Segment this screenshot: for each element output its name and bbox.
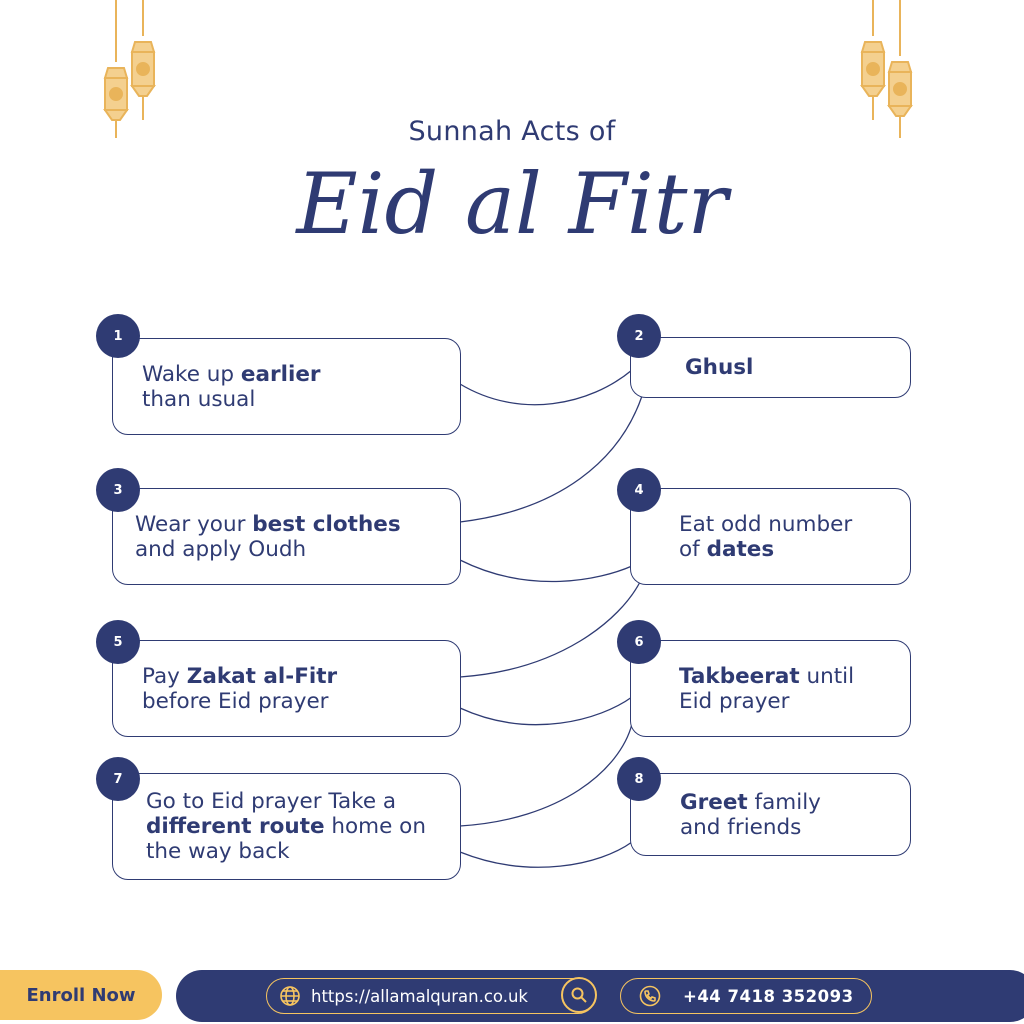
step-number-badge: 2 xyxy=(617,314,661,358)
website-link[interactable] xyxy=(266,978,596,1014)
phone-icon xyxy=(639,985,661,1007)
step-text-bold: Greet xyxy=(680,789,748,815)
globe-icon xyxy=(279,985,301,1007)
phone-link[interactable] xyxy=(620,978,872,1014)
step-card-6 xyxy=(630,640,911,737)
connector-line xyxy=(460,396,642,522)
website-url: https://allamalquran.co.uk xyxy=(311,986,528,1006)
connector-line xyxy=(460,582,640,677)
step-text-regular: than usual xyxy=(142,386,256,412)
step-text-bold: different route xyxy=(146,814,325,839)
step-text-bold: dates xyxy=(706,536,775,562)
step-text-regular: of xyxy=(679,536,707,562)
step-text-3 xyxy=(135,512,460,562)
page-subtitle: Sunnah Acts of xyxy=(408,116,616,147)
search-icon[interactable] xyxy=(561,977,597,1013)
step-text-regular: and friends xyxy=(680,814,802,840)
step-text-4 xyxy=(679,512,910,562)
step-card-3 xyxy=(112,488,461,585)
step-text-2 xyxy=(685,355,910,380)
connector-line xyxy=(460,697,632,725)
step-number-badge: 7 xyxy=(96,757,140,801)
step-text-regular: home on xyxy=(324,814,426,839)
step-text-bold: earlier xyxy=(240,361,321,387)
step-text-regular: family xyxy=(747,789,821,815)
step-card-7 xyxy=(112,773,461,880)
step-text-7 xyxy=(146,789,460,864)
step-text-regular: Eat odd number xyxy=(679,511,853,537)
step-text-8 xyxy=(680,790,910,840)
step-card-2 xyxy=(630,337,911,398)
step-text-bold: best clothes xyxy=(252,511,401,537)
step-text-regular: Eid prayer xyxy=(679,688,790,714)
step-number-badge: 6 xyxy=(617,620,661,664)
step-card-8 xyxy=(630,773,911,856)
step-text-regular: before Eid prayer xyxy=(142,688,329,714)
step-text-6 xyxy=(679,664,910,714)
step-text-bold: Takbeerat xyxy=(679,663,800,689)
step-card-5 xyxy=(112,640,461,737)
step-card-4 xyxy=(630,488,911,585)
step-number-badge: 5 xyxy=(96,620,140,664)
step-text-regular: Pay xyxy=(142,663,187,689)
step-number-badge: 1 xyxy=(96,314,140,358)
step-card-1 xyxy=(112,338,461,435)
page-title: Eid al Fitr xyxy=(296,155,728,253)
step-text-regular: until xyxy=(799,663,855,689)
enroll-now-button[interactable]: Enroll Now xyxy=(0,970,162,1020)
step-number-badge: 4 xyxy=(617,468,661,512)
phone-number: +44 7418 352093 xyxy=(683,986,854,1006)
connector-line xyxy=(460,560,632,582)
step-text-regular: the way back xyxy=(146,839,290,864)
step-text-bold: Zakat al-Fitr xyxy=(186,663,338,689)
step-number-badge: 8 xyxy=(617,757,661,801)
step-text-regular: Go to Eid prayer Take a xyxy=(146,789,397,814)
step-text-bold: Ghusl xyxy=(685,355,754,380)
step-text-1 xyxy=(142,362,460,412)
step-text-regular: Wear your xyxy=(135,511,253,537)
step-text-regular: and apply Oudh xyxy=(135,536,307,562)
connector-line xyxy=(460,842,632,867)
step-text-regular: Wake up xyxy=(142,361,241,387)
connector-line xyxy=(460,370,632,405)
step-number-badge: 3 xyxy=(96,468,140,512)
step-text-5 xyxy=(142,664,460,714)
connector-line xyxy=(460,724,632,826)
